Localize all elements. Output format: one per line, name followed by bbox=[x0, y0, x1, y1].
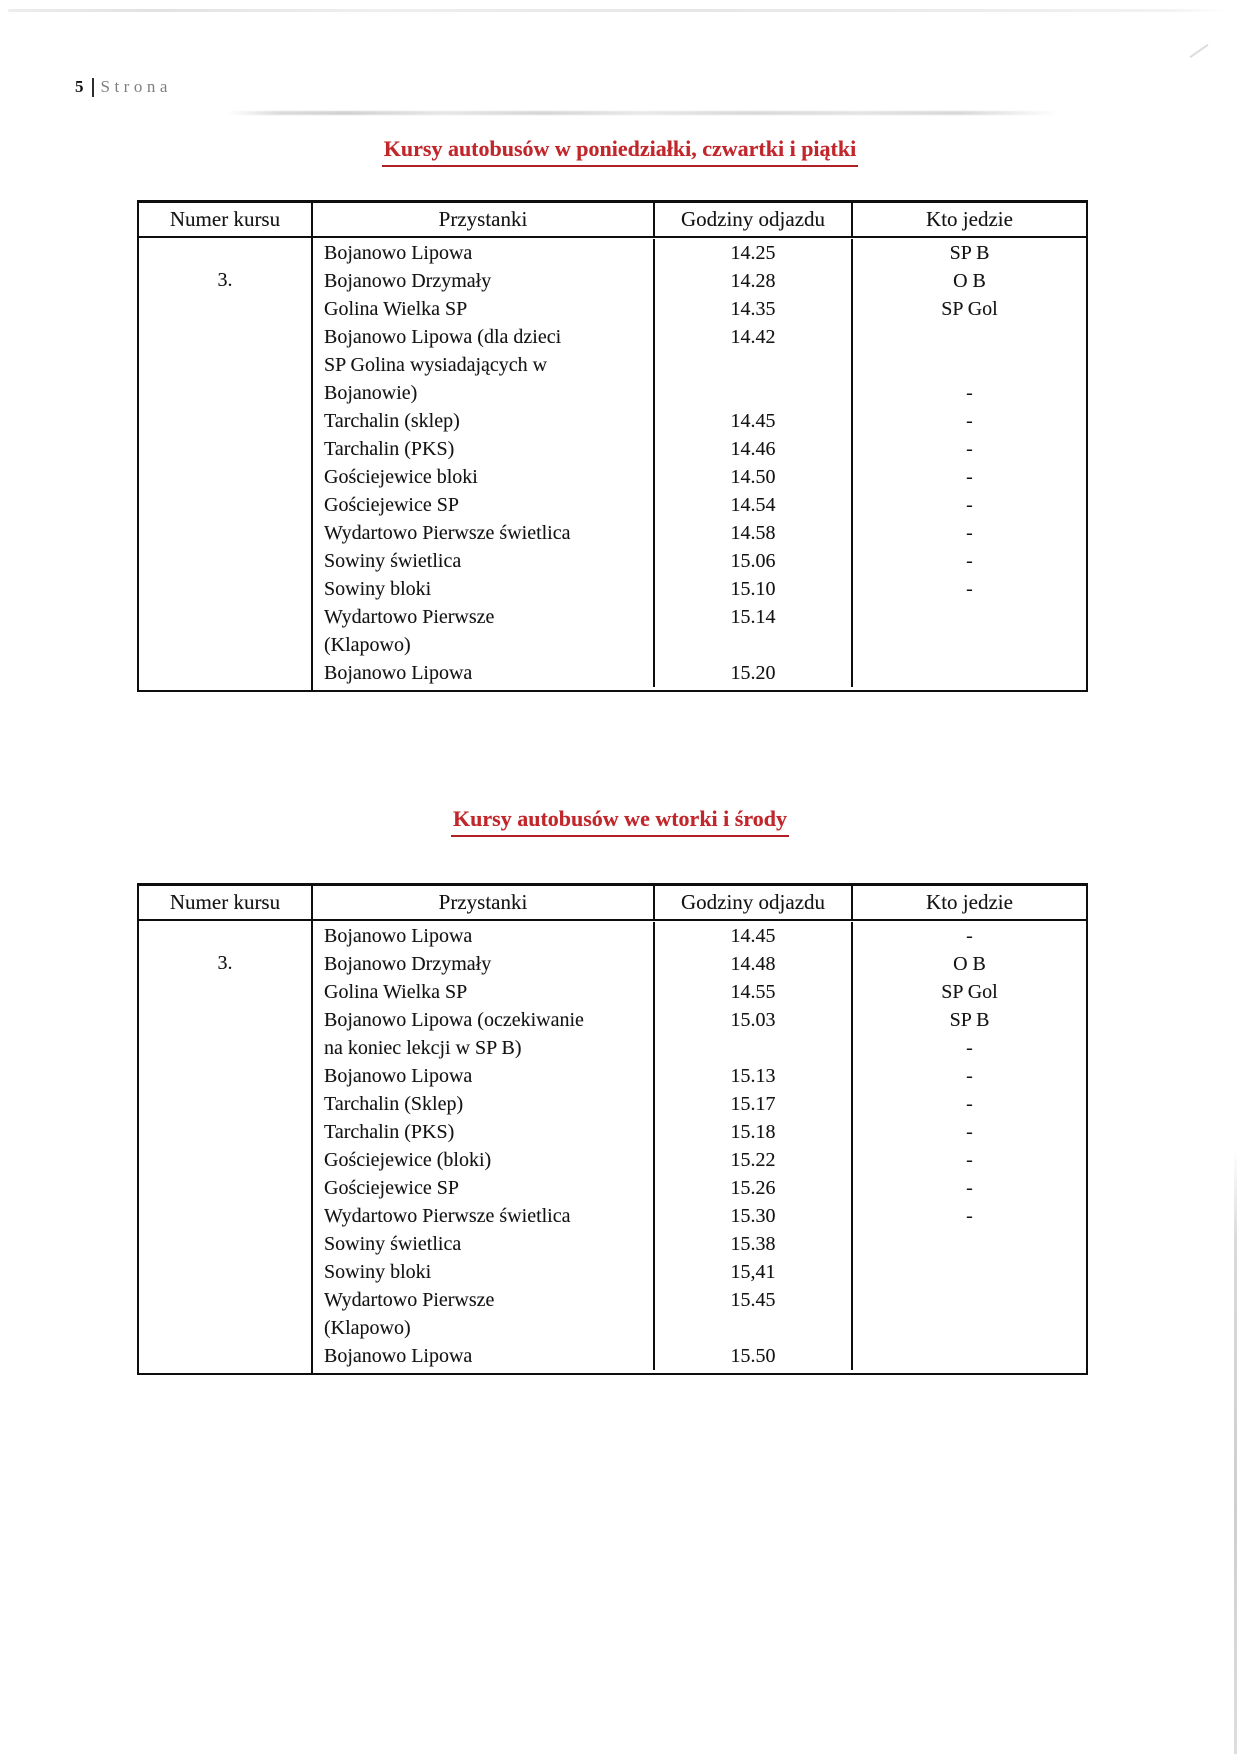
who-rides-cell bbox=[853, 631, 1086, 659]
stop-cell: Tarchalin (sklep) bbox=[313, 407, 655, 435]
who-rides-cell: - bbox=[966, 493, 973, 516]
who-rides-cell: - bbox=[966, 1204, 973, 1227]
table-row bbox=[313, 267, 1086, 295]
stop-cell: Sowiny świetlica bbox=[313, 547, 655, 575]
schedule-section-mon-thu-fri bbox=[0, 136, 1240, 692]
stop-cell: Bojanowo Drzymały bbox=[313, 950, 655, 978]
stop-cell: Sowiny bloki bbox=[313, 575, 655, 603]
table-body bbox=[139, 238, 1086, 690]
table-body bbox=[139, 921, 1086, 1373]
who-rides-cell: SP B bbox=[949, 1008, 990, 1031]
column-header-godziny-odjazdu: Godziny odjazdu bbox=[655, 886, 853, 919]
table-row bbox=[313, 1118, 1086, 1146]
who-rides-cell: - bbox=[966, 1120, 973, 1143]
stop-cell: Sowiny bloki bbox=[313, 1258, 655, 1286]
table-row bbox=[313, 1006, 1086, 1034]
table-row bbox=[313, 1342, 1086, 1370]
departure-time-cell: 15.14 bbox=[655, 603, 853, 631]
departure-time-cell: 14.58 bbox=[655, 519, 853, 547]
departure-time-cell: 15.50 bbox=[655, 1342, 853, 1370]
table-row bbox=[313, 1258, 1086, 1286]
departure-time-cell: 14.28 bbox=[655, 267, 853, 295]
table-row bbox=[313, 1034, 1086, 1062]
who-rides-cell bbox=[853, 1230, 1086, 1258]
stop-cell: Gościejewice SP bbox=[313, 1174, 655, 1202]
table-header-row bbox=[139, 886, 1086, 921]
who-rides-cell bbox=[853, 1342, 1086, 1370]
table-row bbox=[313, 407, 1086, 435]
departure-time-cell: 14.35 bbox=[655, 295, 853, 323]
table-header-row bbox=[139, 203, 1086, 238]
course-number-cell bbox=[139, 238, 313, 690]
table-row bbox=[313, 659, 1086, 687]
stop-cell: SP Golina wysiadających w bbox=[313, 351, 655, 379]
departure-time-cell: 14.54 bbox=[655, 491, 853, 519]
table-row bbox=[313, 1286, 1086, 1314]
column-header-numer-kursu: Numer kursu bbox=[139, 203, 313, 236]
table-row bbox=[313, 491, 1086, 519]
stop-cell: Bojanowo Lipowa bbox=[313, 1062, 655, 1090]
who-rides-cell: - bbox=[966, 924, 973, 947]
stop-cell: Bojanowo Lipowa bbox=[313, 1342, 655, 1370]
who-rides-cell: - bbox=[966, 381, 973, 404]
table-row bbox=[313, 295, 1086, 323]
departure-time-cell: 14.55 bbox=[655, 978, 853, 1006]
course-number: 3. bbox=[217, 951, 233, 974]
who-rides-cell: SP Gol bbox=[941, 980, 998, 1003]
section-title: Kursy autobusów we wtorki i środy bbox=[451, 806, 789, 837]
table-row bbox=[313, 547, 1086, 575]
departure-time-cell bbox=[655, 1034, 853, 1062]
departure-time-cell: 15.20 bbox=[655, 659, 853, 687]
table-row bbox=[313, 631, 1086, 659]
departure-time-cell: 14.50 bbox=[655, 463, 853, 491]
departure-time-cell: 14.42 bbox=[655, 323, 853, 351]
stop-cell: Wydartowo Pierwsze świetlica bbox=[313, 519, 655, 547]
departure-time-cell: 14.25 bbox=[655, 239, 853, 267]
column-header-przystanki: Przystanki bbox=[313, 886, 655, 919]
who-rides-cell: - bbox=[966, 465, 973, 488]
stop-cell: Bojanowo Lipowa (oczekiwanie bbox=[313, 1006, 655, 1034]
stop-cell: (Klapowo) bbox=[313, 631, 655, 659]
who-rides-cell: O B bbox=[953, 952, 986, 975]
table-row bbox=[313, 922, 1086, 950]
departure-time-cell: 15.17 bbox=[655, 1090, 853, 1118]
table-row bbox=[313, 603, 1086, 631]
page-number-label: Strona bbox=[100, 77, 172, 96]
departure-time-cell: 15.13 bbox=[655, 1062, 853, 1090]
stop-cell: Bojanowo Lipowa bbox=[313, 239, 655, 267]
stop-cell: Gościejewice bloki bbox=[313, 463, 655, 491]
page-number bbox=[75, 77, 172, 97]
who-rides-cell bbox=[853, 603, 1086, 631]
bus-schedule-table bbox=[137, 200, 1088, 692]
stop-cell: Bojanowo Lipowa (dla dzieci bbox=[313, 323, 655, 351]
table-row bbox=[313, 1090, 1086, 1118]
stop-cell: Wydartowo Pierwsze bbox=[313, 603, 655, 631]
who-rides-cell bbox=[853, 659, 1086, 687]
departure-time-cell: 15,41 bbox=[655, 1258, 853, 1286]
column-header-kto-jedzie: Kto jedzie bbox=[926, 207, 1013, 231]
stop-cell: Bojanowie) bbox=[313, 379, 655, 407]
table-row bbox=[313, 1230, 1086, 1258]
scan-artifact-top-line bbox=[8, 9, 1228, 12]
page-number-separator bbox=[92, 78, 94, 97]
stop-cell: Tarchalin (PKS) bbox=[313, 435, 655, 463]
schedule-section-tue-wed bbox=[0, 806, 1240, 1375]
heading-wrap bbox=[0, 806, 1240, 837]
stop-cell: Wydartowo Pierwsze świetlica bbox=[313, 1202, 655, 1230]
stop-cell: Golina Wielka SP bbox=[313, 978, 655, 1006]
stop-cell: Bojanowo Drzymały bbox=[313, 267, 655, 295]
table-row bbox=[313, 519, 1086, 547]
departure-time-cell: 14.45 bbox=[655, 922, 853, 950]
stop-cell: Gościejewice (bloki) bbox=[313, 1146, 655, 1174]
departure-time-cell: 14.46 bbox=[655, 435, 853, 463]
course-number-cell bbox=[139, 921, 313, 1373]
table-row bbox=[313, 1314, 1086, 1342]
departure-time-cell bbox=[655, 1314, 853, 1342]
departure-time-cell: 15.18 bbox=[655, 1118, 853, 1146]
who-rides-cell bbox=[853, 1258, 1086, 1286]
stop-cell: Sowiny świetlica bbox=[313, 1230, 655, 1258]
who-rides-cell: - bbox=[966, 1036, 973, 1059]
course-number: 3. bbox=[217, 268, 233, 291]
who-rides-cell: - bbox=[966, 1148, 973, 1171]
table-row bbox=[313, 463, 1086, 491]
departure-time-cell: 14.48 bbox=[655, 950, 853, 978]
departure-time-cell bbox=[655, 351, 853, 379]
stop-cell: Tarchalin (Sklep) bbox=[313, 1090, 655, 1118]
who-rides-cell bbox=[853, 351, 1086, 379]
table-row bbox=[313, 351, 1086, 379]
column-header-przystanki: Przystanki bbox=[313, 203, 655, 236]
departure-time-cell bbox=[655, 631, 853, 659]
scan-artifact-smudge-line bbox=[228, 111, 1058, 115]
column-header-godziny-odjazdu: Godziny odjazdu bbox=[655, 203, 853, 236]
departure-time-cell: 15.26 bbox=[655, 1174, 853, 1202]
bus-schedule-table bbox=[137, 883, 1088, 1375]
stop-cell: (Klapowo) bbox=[313, 1314, 655, 1342]
who-rides-cell: - bbox=[966, 437, 973, 460]
page-number-value: 5 bbox=[75, 77, 85, 96]
stop-cell: Golina Wielka SP bbox=[313, 295, 655, 323]
who-rides-cell: - bbox=[966, 1064, 973, 1087]
table-row bbox=[313, 239, 1086, 267]
column-header-numer-kursu: Numer kursu bbox=[139, 886, 313, 919]
stop-cell: Tarchalin (PKS) bbox=[313, 1118, 655, 1146]
departure-time-cell bbox=[655, 379, 853, 407]
who-rides-cell: - bbox=[966, 409, 973, 432]
stop-cell: Gościejewice SP bbox=[313, 491, 655, 519]
who-rides-cell bbox=[853, 323, 1086, 351]
table-row bbox=[313, 1202, 1086, 1230]
who-rides-cell bbox=[853, 1314, 1086, 1342]
table-row bbox=[313, 978, 1086, 1006]
stop-cell: na koniec lekcji w SP B) bbox=[313, 1034, 655, 1062]
who-rides-cell: - bbox=[966, 1092, 973, 1115]
heading-wrap bbox=[0, 136, 1240, 167]
who-rides-cell bbox=[853, 1286, 1086, 1314]
departure-time-cell: 15.38 bbox=[655, 1230, 853, 1258]
scan-artifact-corner-tick bbox=[1189, 44, 1208, 58]
table-row bbox=[313, 950, 1086, 978]
departure-time-cell: 14.45 bbox=[655, 407, 853, 435]
section-title: Kursy autobusów w poniedziałki, czwartki i piątki bbox=[382, 136, 858, 167]
stop-cell: Wydartowo Pierwsze bbox=[313, 1286, 655, 1314]
who-rides-cell: - bbox=[966, 577, 973, 600]
table-row bbox=[313, 1174, 1086, 1202]
who-rides-cell: - bbox=[966, 521, 973, 544]
who-rides-cell: - bbox=[966, 1176, 973, 1199]
who-rides-cell: - bbox=[966, 549, 973, 572]
who-rides-cell: O B bbox=[953, 269, 986, 292]
departure-time-cell: 15.30 bbox=[655, 1202, 853, 1230]
departure-time-cell: 15.45 bbox=[655, 1286, 853, 1314]
table-row bbox=[313, 575, 1086, 603]
table-rows bbox=[313, 238, 1086, 690]
table-row bbox=[313, 1146, 1086, 1174]
column-header-kto-jedzie: Kto jedzie bbox=[926, 890, 1013, 914]
stop-cell: Bojanowo Lipowa bbox=[313, 659, 655, 687]
stop-cell: Bojanowo Lipowa bbox=[313, 922, 655, 950]
departure-time-cell: 15.03 bbox=[655, 1006, 853, 1034]
who-rides-cell: SP B bbox=[949, 241, 990, 264]
table-row bbox=[313, 379, 1086, 407]
departure-time-cell: 15.22 bbox=[655, 1146, 853, 1174]
table-row bbox=[313, 435, 1086, 463]
table-row bbox=[313, 323, 1086, 351]
who-rides-cell: SP Gol bbox=[941, 297, 998, 320]
table-row bbox=[313, 1062, 1086, 1090]
departure-time-cell: 15.10 bbox=[655, 575, 853, 603]
departure-time-cell: 15.06 bbox=[655, 547, 853, 575]
table-rows bbox=[313, 921, 1086, 1373]
